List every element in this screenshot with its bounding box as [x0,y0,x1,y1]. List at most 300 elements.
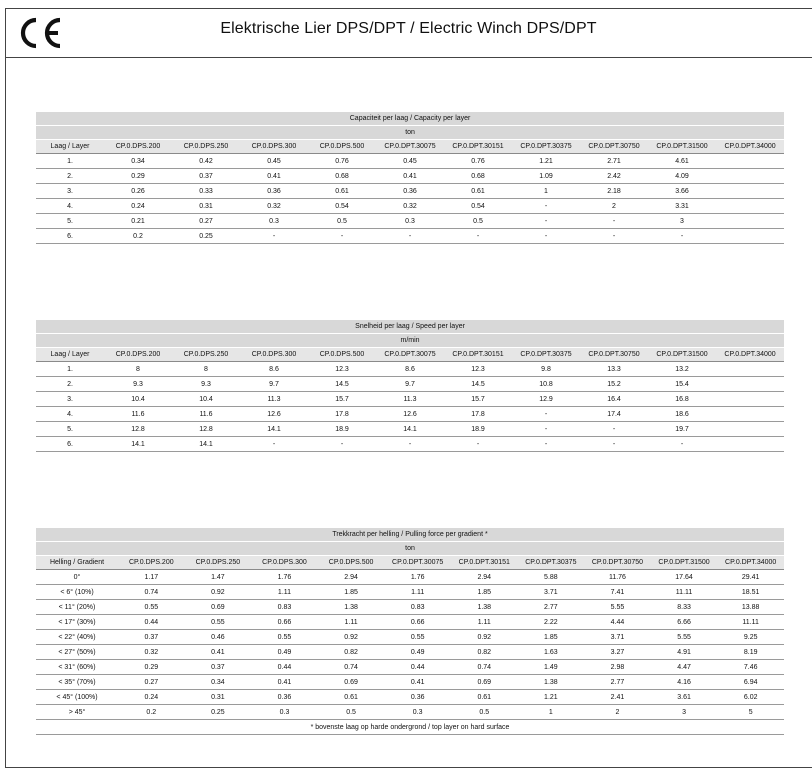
table-row [36,392,784,407]
table-cell: 12.6 [240,407,308,422]
column-header: CP.0.DPS.200 [104,348,172,362]
table-cell: 6.02 [717,690,784,705]
table-cell: 0.61 [444,184,512,199]
table-cell: 18.51 [717,585,784,600]
table-cell: 12.8 [172,422,240,437]
table-cell: 2.77 [518,600,585,615]
table-cell: 5.55 [651,630,718,645]
table-row [36,422,784,437]
row-label: < 27° (50%) [36,645,118,660]
column-header-row [36,348,784,362]
table-cell: 15.7 [308,392,376,407]
table-cell: 3 [648,214,716,229]
column-header: CP.0.DPT.30375 [512,348,580,362]
table-title: Trekkracht per helling / Pulling force per gradient * [36,528,784,542]
table-cell: 4.61 [648,154,716,169]
table-cell: - [376,229,444,244]
table-row [36,645,784,660]
table-cell: 0.82 [318,645,385,660]
table-cell: 0.3 [240,214,308,229]
table-cell: 0.42 [172,154,240,169]
table-cell: 0.92 [451,630,518,645]
table-cell: 1.21 [512,154,580,169]
table-title-row [36,528,784,542]
table-cell: 1.38 [518,675,585,690]
table-cell: 0.45 [376,154,444,169]
table-cell: 0.83 [251,600,318,615]
column-header: CP.0.DPT.34000 [716,348,784,362]
table-cell: 0.34 [185,675,252,690]
table-cell: 1.76 [384,570,451,585]
table-cell: 1.49 [518,660,585,675]
table-cell: 0.55 [185,615,252,630]
table-cell: 0.74 [451,660,518,675]
column-header: CP.0.DPS.300 [240,348,308,362]
table-cell: 1.17 [118,570,185,585]
table-cell [716,362,784,377]
table-cell: 6.66 [651,615,718,630]
table-row [36,214,784,229]
row-label: 3. [36,184,104,199]
table-cell: - [308,437,376,452]
table-cell: 18.6 [648,407,716,422]
table-cell: 2.94 [318,570,385,585]
table-cell: 0.44 [384,660,451,675]
table-cell: 4.44 [584,615,651,630]
table-cell: 15.4 [648,377,716,392]
table-cell: 19.7 [648,422,716,437]
table-cell: 1.38 [451,600,518,615]
table-row [36,660,784,675]
table-row [36,630,784,645]
table-cell: 11.76 [584,570,651,585]
table-cell: - [376,437,444,452]
table-cell: 1.09 [512,169,580,184]
table-cell: 1 [518,705,585,720]
table-cell: 0.36 [376,184,444,199]
table-cell: 12.3 [444,362,512,377]
table-cell: 18.9 [444,422,512,437]
table-cell: 0.66 [384,615,451,630]
table-cell: - [580,422,648,437]
table-cell: 0.37 [172,169,240,184]
row-header-label: Helling / Gradient [36,556,118,570]
table-cell: 0.41 [185,645,252,660]
table-cell: 0.5 [318,705,385,720]
table-cell: 9.7 [240,377,308,392]
row-label: 0° [36,570,118,585]
table-cell: 0.29 [118,660,185,675]
column-header: CP.0.DPT.30151 [451,556,518,570]
table-cell: 8.6 [376,362,444,377]
table-cell: 1.11 [318,615,385,630]
table-cell: 1.38 [318,600,385,615]
table-cell: 0.33 [172,184,240,199]
table-cell: 10.4 [172,392,240,407]
table-cell: 0.31 [172,199,240,214]
footnote-row [36,720,784,735]
table-cell: 7.46 [717,660,784,675]
table-cell: - [512,407,580,422]
row-label: < 35° (70%) [36,675,118,690]
row-label: < 31° (60%) [36,660,118,675]
table-cell: 0.44 [118,615,185,630]
table-cell: - [308,229,376,244]
table-row [36,362,784,377]
table-cell: 7.41 [584,585,651,600]
table-cell: 8.33 [651,600,718,615]
column-header: CP.0.DPS.250 [172,348,240,362]
table-row [36,377,784,392]
table-cell: 2.41 [584,690,651,705]
table-cell [716,154,784,169]
row-label: 2. [36,169,104,184]
column-header: CP.0.DPT.30375 [512,140,580,154]
table-cell: 3.31 [648,199,716,214]
table-cell: - [512,437,580,452]
table-cell: 0.83 [384,600,451,615]
column-header-row [36,556,784,570]
table-cell: 0.61 [451,690,518,705]
table-cell: 0.61 [308,184,376,199]
table-cell: 17.8 [308,407,376,422]
row-label: 1. [36,362,104,377]
table-cell: - [580,229,648,244]
table-unit: ton [36,542,784,556]
table-cell: 10.8 [512,377,580,392]
table-cell: 0.32 [240,199,308,214]
table-cell: 0.69 [318,675,385,690]
row-label: < 11° (20%) [36,600,118,615]
row-label: 4. [36,199,104,214]
table-cell: - [240,229,308,244]
table-cell: 0.32 [376,199,444,214]
column-header: CP.0.DPS.300 [240,140,308,154]
table-cell: 0.45 [240,154,308,169]
table-cell: 0.3 [251,705,318,720]
table-cell: 0.27 [118,675,185,690]
column-header: CP.0.DPT.30075 [384,556,451,570]
table-cell: 0.32 [118,645,185,660]
table-cell: 0.76 [308,154,376,169]
table-cell: 14.5 [444,377,512,392]
column-header: CP.0.DPT.30075 [376,348,444,362]
table-cell: 0.92 [318,630,385,645]
table-cell: 9.3 [172,377,240,392]
table-row [36,675,784,690]
table-cell: 12.6 [376,407,444,422]
table-cell: 0.49 [251,645,318,660]
table-cell: 0.5 [444,214,512,229]
table-cell: 11.6 [104,407,172,422]
table-cell: 0.41 [240,169,308,184]
table-cell: 11.6 [172,407,240,422]
table-cell: 18.9 [308,422,376,437]
column-header-row [36,140,784,154]
column-header: CP.0.DPT.31500 [648,348,716,362]
table-title-row [36,320,784,334]
table-cell: 0.74 [318,660,385,675]
row-label: < 45° (100%) [36,690,118,705]
table-unit: m/min [36,334,784,348]
table-cell: 0.92 [185,585,252,600]
table-cell: 0.37 [185,660,252,675]
table-cell: 4.47 [651,660,718,675]
page-title: Elektrische Lier DPS/DPT / Electric Winch DPS/DPT [220,20,597,37]
row-header-label: Laag / Layer [36,348,104,362]
row-header-label: Laag / Layer [36,140,104,154]
table-cell: - [580,437,648,452]
table-cell: 2 [584,705,651,720]
table-cell: 12.8 [104,422,172,437]
table-cell: 0.36 [251,690,318,705]
table-cell: - [512,422,580,437]
table-cell: 5.55 [584,600,651,615]
table-cell: 0.29 [104,169,172,184]
table-cell: 5 [717,705,784,720]
table-cell: 12.3 [308,362,376,377]
table-cell: - [580,214,648,229]
table-cell: 3.71 [518,585,585,600]
table-cell: 11.11 [651,585,718,600]
column-header: CP.0.DPT.34000 [717,556,784,570]
table-cell: 10.4 [104,392,172,407]
column-header: CP.0.DPT.30075 [376,140,444,154]
table-cell: 3.71 [584,630,651,645]
table-cell: 17.64 [651,570,718,585]
table-cell: 11.3 [240,392,308,407]
row-label: > 45° [36,705,118,720]
row-label: < 17° (30%) [36,615,118,630]
table-cell: 0.61 [318,690,385,705]
table-cell: 2.94 [451,570,518,585]
table-unit-row [36,126,784,140]
table-row [36,585,784,600]
table-title: Capaciteit per laag / Capacity per layer [36,112,784,126]
table-cell: 2 [580,199,648,214]
table-cell: 0.69 [451,675,518,690]
column-header: CP.0.DPT.31500 [648,140,716,154]
table-cell [716,437,784,452]
column-header: CP.0.DPT.30375 [518,556,585,570]
table-cell: 0.25 [185,705,252,720]
table-cell: 8.6 [240,362,308,377]
table-cell [716,169,784,184]
table-cell: 0.26 [104,184,172,199]
table-title: Snelheid per laag / Speed per layer [36,320,784,334]
table-row [36,615,784,630]
table-cell: 1.47 [185,570,252,585]
table-cell: 8 [104,362,172,377]
table-cell: 15.7 [444,392,512,407]
table-unit-row [36,334,784,348]
table-cell: 0.36 [384,690,451,705]
row-label: 6. [36,229,104,244]
table-cell: 0.24 [104,199,172,214]
table-cell: 1.85 [318,585,385,600]
column-header: CP.0.DPT.30750 [580,140,648,154]
table-cell: 0.55 [251,630,318,645]
table-cell: 0.36 [240,184,308,199]
table-cell: - [444,229,512,244]
table-cell: 0.24 [118,690,185,705]
table-cell [716,392,784,407]
row-label: 3. [36,392,104,407]
table-cell: 0.3 [376,214,444,229]
column-header: CP.0.DPT.30151 [444,140,512,154]
table-cell: 11.11 [717,615,784,630]
table-cell: 0.31 [185,690,252,705]
table-cell: 1.21 [518,690,585,705]
table-row [36,154,784,169]
table-cell: 0.55 [384,630,451,645]
table-cell: 0.55 [118,600,185,615]
table-cell: 2.22 [518,615,585,630]
table-cell: 0.2 [104,229,172,244]
speed-table [36,320,784,452]
table-cell: 0.44 [251,660,318,675]
table-cell: - [648,229,716,244]
table-cell: 2.71 [580,154,648,169]
column-header: CP.0.DPT.34000 [716,140,784,154]
table-cell: 9.7 [376,377,444,392]
table-cell: 1.11 [384,585,451,600]
table-cell: 0.54 [444,199,512,214]
table-row [36,437,784,452]
table-cell: - [648,437,716,452]
table-cell: 1.85 [518,630,585,645]
table-cell [716,377,784,392]
row-label: 5. [36,422,104,437]
table-unit: ton [36,126,784,140]
table-cell: 4.09 [648,169,716,184]
column-header: CP.0.DPT.30750 [584,556,651,570]
table-cell: 0.2 [118,705,185,720]
column-header: CP.0.DPS.200 [118,556,185,570]
table-cell: 9.8 [512,362,580,377]
table-cell: - [512,199,580,214]
table-row [36,705,784,720]
table-cell: 14.1 [104,437,172,452]
table-row [36,199,784,214]
row-label: 1. [36,154,104,169]
table-cell: 4.16 [651,675,718,690]
table-row [36,407,784,422]
table-row [36,169,784,184]
column-header: CP.0.DPS.500 [308,140,376,154]
table-cell: 0.25 [172,229,240,244]
table-cell: 2.98 [584,660,651,675]
table-cell [716,407,784,422]
column-header: CP.0.DPS.500 [318,556,385,570]
table-unit-row [36,542,784,556]
footnote: * bovenste laag op harde ondergrond / top layer on hard surface [36,720,784,735]
table-cell: 16.8 [648,392,716,407]
table-row [36,229,784,244]
table-row [36,600,784,615]
table-cell: 17.8 [444,407,512,422]
table-cell: 14.1 [376,422,444,437]
table-cell: 14.1 [172,437,240,452]
table-cell: 3.66 [648,184,716,199]
table-cell: 17.4 [580,407,648,422]
column-header: CP.0.DPT.30151 [444,348,512,362]
row-label: 5. [36,214,104,229]
row-label: 6. [36,437,104,452]
table-cell: 0.82 [451,645,518,660]
table-cell: 9.25 [717,630,784,645]
table-cell: 13.88 [717,600,784,615]
table-cell: 11.3 [376,392,444,407]
table-cell: - [512,229,580,244]
table-cell [716,422,784,437]
table-cell: 0.74 [118,585,185,600]
table-row [36,690,784,705]
table-cell: 0.5 [308,214,376,229]
table-cell: 0.66 [251,615,318,630]
table-cell: 5.88 [518,570,585,585]
table-cell: 0.37 [118,630,185,645]
table-cell: 0.41 [376,169,444,184]
table-row [36,184,784,199]
table-cell: 1.76 [251,570,318,585]
table-cell: 0.68 [308,169,376,184]
column-header: CP.0.DPS.200 [104,140,172,154]
column-header: CP.0.DPS.300 [251,556,318,570]
table-cell: 1.11 [451,615,518,630]
column-header: CP.0.DPS.250 [172,140,240,154]
table-cell: 8.19 [717,645,784,660]
page-header [5,8,812,58]
table-cell: 2.42 [580,169,648,184]
capacity-table [36,112,784,244]
table-cell: 14.5 [308,377,376,392]
table-cell: 0.69 [185,600,252,615]
table-cell [716,229,784,244]
pulling-force-table [36,528,784,735]
row-label: < 22° (40%) [36,630,118,645]
table-cell: 1 [512,184,580,199]
table-cell: 3.27 [584,645,651,660]
table-cell: 13.3 [580,362,648,377]
table-cell: 0.41 [251,675,318,690]
table-cell: 0.21 [104,214,172,229]
table-cell: 0.3 [384,705,451,720]
table-cell: 0.46 [185,630,252,645]
table-cell: 9.3 [104,377,172,392]
table-cell: 0.76 [444,154,512,169]
table-cell: 1.85 [451,585,518,600]
table-cell: 0.27 [172,214,240,229]
row-label: 2. [36,377,104,392]
table-cell [716,199,784,214]
table-title-row [36,112,784,126]
table-cell: 0.41 [384,675,451,690]
table-cell: 4.91 [651,645,718,660]
table-cell: 0.5 [451,705,518,720]
row-label: 4. [36,407,104,422]
column-header: CP.0.DPS.250 [185,556,252,570]
table-cell: 16.4 [580,392,648,407]
column-header: CP.0.DPT.31500 [651,556,718,570]
table-cell: 1.11 [251,585,318,600]
column-header: CP.0.DPT.30750 [580,348,648,362]
table-cell: 12.9 [512,392,580,407]
column-header: CP.0.DPS.500 [308,348,376,362]
table-cell: 0.34 [104,154,172,169]
table-cell: 3 [651,705,718,720]
table-cell: - [444,437,512,452]
